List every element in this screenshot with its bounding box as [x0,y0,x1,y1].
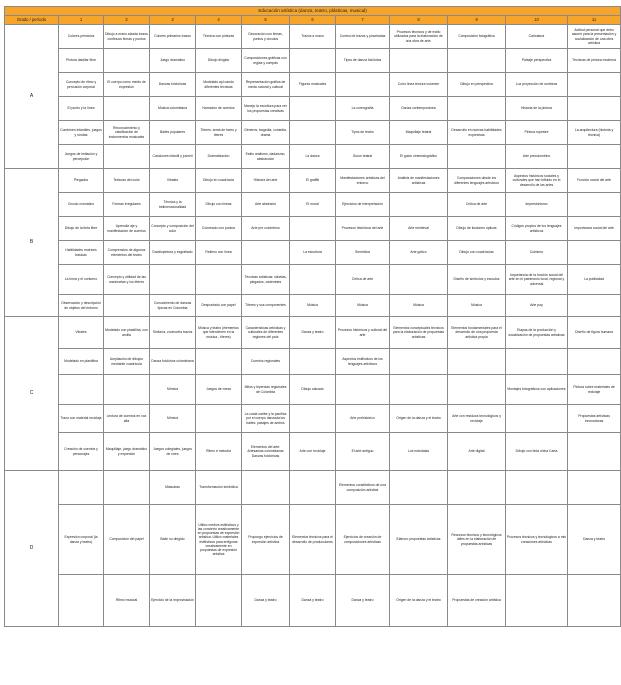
table-cell: Ejercicios de interpretación [336,193,390,217]
table-cell: Modelado con plastilina, con arcilla [104,317,150,349]
table-cell: El graffiti [290,169,336,193]
table-cell [568,433,621,471]
table-cell: Procesos históricos del arte [336,217,390,241]
table-cell: Mímica [150,405,196,433]
table-cell: Manifestaciones artísticas del entorno [336,169,390,193]
table-cell: Danza y teatro [242,575,290,627]
table-cell: Manejo la escultura para ver los propuestas creativas [242,97,290,121]
table-cell: Técnicas artísticas: siluetas, plegados, cadenetas [242,265,290,295]
table-cell: Habilidades motrices básicas [59,241,104,265]
table-row [5,375,621,405]
table-cell: Coloreado con puntos [196,217,242,241]
table-cell: Conocimiento de danzas típicas en Colombia [150,295,196,317]
table-cell [568,73,621,97]
table-cell: Dibujo dirigido [196,49,242,73]
table-cell: La arquitectura (historia y técnica) [568,121,621,145]
table-cell: Etapas de la producción y socialización de propuestas artísticas [506,317,568,349]
table-cell: El guión cinematográfico [390,145,448,169]
header-grade-5: 5 [242,16,290,25]
table-cell: Procesos técnicos y tecnológicos a mis creaciones artísticas [506,505,568,575]
table-cell: Formas irregulares [104,193,150,217]
table-row [5,265,621,295]
table-cell: Plegados [59,169,104,193]
table-cell [568,97,621,121]
table-cell: Propuestas de creación artística [448,575,506,627]
table-cell: Impresionismo [506,193,568,217]
table-cell [336,73,390,97]
table-cell: Semiótica [336,241,390,265]
table-cell: Lectura de cuentos en voz alta [104,405,150,433]
table-cell: Ritmo e melodía [196,433,242,471]
table-cell: Técnicas de pintura moderna [568,49,621,73]
table-cell: Dibujo con líneas [196,193,242,217]
table-cell: Modelado apl cando diferentes técnicas [196,73,242,97]
table-cell [196,265,242,295]
table-cell: Arte gótico [390,241,448,265]
table-cell [290,405,336,433]
table-cell: Paisaje perspectiva [506,49,568,73]
table-cell: Dibujo con cuadrículas [448,241,506,265]
table-cell: Aprendiz aje y manifestación de cuentos [104,217,150,241]
table-cell [196,349,242,375]
table-cell: Procesos históricos y cultural del arte [336,317,390,349]
header-grade-period: Grado / período [5,16,59,25]
table-cell [290,349,336,375]
table-cell: Sinfonía, zoomorfía trazos [150,317,196,349]
table-row [5,145,621,169]
table-cell [506,405,568,433]
table-cell: El punto y la línea [59,97,104,121]
period-label: D [5,471,59,627]
table-row [5,169,621,193]
table-row [5,471,621,505]
table-cell: Arte con reciclaje [290,433,336,471]
table-cell: Maquillaje teatral [390,121,448,145]
table-cell [242,471,290,505]
table-cell: Propuestas artísticas innovadoras [568,405,621,433]
table-cell: Narración de cuentos [196,97,242,121]
table-cell [290,49,336,73]
table-cell: Dibujo con tinta china Carta [506,433,568,471]
table-row [5,241,621,265]
table-cell: Utilizo medios estilísticos y las convierto creativamente en propuestas de expresión artística. Utilizo materiales estilísticos para enfiguras creativamente en propuestas de expresión artística [196,505,242,575]
table-cell: Transformación simbólica [196,471,242,505]
table-cell: Pintura rupestre [506,121,568,145]
table-cell [196,405,242,433]
table-row [5,49,621,73]
table-cell: Diseño de símbolos y escudos [448,265,506,295]
table-cell: Decoración con lineas, puntos y circulos [242,25,290,49]
table-cell: Circulo cromático [59,193,104,217]
table-cell: Máscaras [150,471,196,505]
table-cell: Maquillaje, juego dramático y expresión [104,433,150,471]
table-cell: Luz proyección de sombras [506,73,568,97]
table-cell [336,375,390,405]
table-cell: Arte prehistórico [336,405,390,433]
period-label: C [5,317,59,471]
header-grade-6: 6 [290,16,336,25]
table-cell: Dibujo en perspectiva [448,73,506,97]
table-cell: Origen de la danza y el teatro [390,575,448,627]
table-cell: El mural [290,193,336,217]
header-grade-3: 3 [150,16,196,25]
table-cell [448,49,506,73]
table-cell [242,241,290,265]
period-label: B [5,169,59,317]
table-cell [59,575,104,627]
table-cell: Propongo ejercicios de expresión artística [242,505,290,575]
table-cell [290,471,336,505]
table-cell: Montajes fotográficos con aplicaciones [506,375,568,405]
table-cell: Música [448,295,506,317]
table-row [5,121,621,145]
table-cell: Procesos técnicos y de estilo utilizados para la elaboración de una obra de arte. [390,25,448,49]
table-cell: Aspectos históricos sociales y culturales que han influido en el desarrollo de las artes [506,169,568,193]
table-cell [506,349,568,375]
header-grade-7: 7 [336,16,390,25]
table-cell: Origen de la danza y el teatro [390,405,448,433]
table-cell: Importancia social del arte [568,217,621,241]
table-title: Educación artística (danza, teatro, plásticas, musical) [5,7,621,16]
header-grade-1: 1 [59,16,104,25]
table-cell: Reconocimiento y clasificación de instrumentos musicales [104,121,150,145]
table-cell [104,97,150,121]
table-cell [568,471,621,505]
table-cell: Juegos colegiales, juegos de roles [150,433,196,471]
table-cell: Representación gráfica de medio natural y cultural [242,73,290,97]
table-cell: Análisis de manifestaciones artísticas [390,169,448,193]
table-cell: Mímica [150,375,196,405]
table-cell: Dactilopintura y esgrafiado [150,241,196,265]
table-row [5,193,621,217]
table-cell: La publicidad [568,265,621,295]
table-cell: Relleno con línea [196,241,242,265]
table-cell: Pintura sobre materiales de reciclaje [568,375,621,405]
table-cell: Comparaciones desde los diferentes lenguajes artísticos [448,169,506,193]
table-cell: Estilo realismo, dadaísmo, abstracción [242,145,290,169]
header-grade-8: 8 [390,16,448,25]
table-row [5,317,621,349]
table-cell: Arte abstracto [242,193,290,217]
table-cell: Color línea textura volumen [390,73,448,97]
table-cell: Aspectos estilísticos de los lenguajes artísticos [336,349,390,375]
curriculum-sheet [4,6,617,627]
table-cell: Control de trazos y pinceladas [336,25,390,49]
table-cell: Recursos técnicos y tecnológicos útiles en la elaboración de propuestas artísticas [448,505,506,575]
table-cell: Danza y teatro [290,575,336,627]
table-cell [448,97,506,121]
table-cell [390,471,448,505]
table-cell [196,575,242,627]
table-cell: Mitos y leyendas regionales de Colombia [242,375,290,405]
table-cell: Combinen infantiles, juegos y rondas [59,121,104,145]
table-cell [290,265,336,295]
table-cell [290,217,336,241]
table-cell: La escultura [290,241,336,265]
table-cell: Danza y teatro [290,317,336,349]
table-cell: Historia del arte [242,169,290,193]
table-cell: Cubismo [506,241,568,265]
header-grade-9: 9 [448,16,506,25]
table-cell: Concepto y utilidad de las marionetas y los títeres [104,265,150,295]
table-cell [390,49,448,73]
table-row [5,575,621,627]
table-cell: Arte con residuos tecnológicos y reciclaje [448,405,506,433]
table-row [5,25,621,49]
table-row [5,73,621,97]
table-cell: Baile no dirigido [150,505,196,575]
table-cell: Concepto y composición del color [150,217,196,241]
header-grade-2: 2 [104,16,150,25]
table-cell: La costa caribe y la pacífica por el cuerpo danzada los bailes: pasajes de ambos [242,405,290,433]
table-cell: Títeres: arma de barro y títeres [196,121,242,145]
table-cell: Ritmo musical [104,575,150,627]
table-cell: Modelado en plastilina [59,349,104,375]
table-cell: Arte digital [448,433,506,471]
table-cell [568,193,621,217]
header-grade-4: 4 [196,16,242,25]
table-cell: Música [336,295,390,317]
table-cell [390,349,448,375]
table-cell: Elementos técnicos para el desarrollo de producciones [290,505,336,575]
table-cell [390,375,448,405]
table-cell: Los mándalas [390,433,448,471]
table-cell: Elementos constitutivos de una composición artística [336,471,390,505]
table-cell: Colores primarios trazos [150,25,196,49]
table-cell: Composición fotográfica [448,25,506,49]
table-cell: Géneros: tragedia, comedia, drama [242,121,290,145]
table-cell [104,375,150,405]
table-cell: Características artísticas y culturales de diferentes regiones del país [242,317,290,349]
table-cell [150,265,196,295]
table-cell [104,471,150,505]
table-cell: El cuerpo como medio de expresión [104,73,150,97]
table-cell: Desarrollo en nuevas habilidades expresivas [448,121,506,145]
table-cell [104,145,150,169]
table-cell: Concepto de ritmo y percusión corporal [59,73,104,97]
table-cell: Tipos de danza folclórica [336,49,390,73]
table-cell: Observación y descripción de objetos del entorno [59,295,104,317]
table-cell [59,471,104,505]
table-cell: La línea y el contorno [59,265,104,295]
table-cell: Despuntado con papel [196,295,242,317]
table-cell: Caricatura [506,25,568,49]
table-cell: Composición del papel [104,505,150,575]
table-cell: Dibujo de ilusiones ópticas [448,217,506,241]
table-cell [59,375,104,405]
table-cell [104,295,150,317]
table-cell: Arte medieval [390,217,448,241]
table-cell [448,375,506,405]
table-cell: Crítica de arte [336,265,390,295]
table-cell: Música y teatro (elementos que intervienen en la música - títeres) [196,317,242,349]
table-cell: Creación de cuentos y personajes [59,433,104,471]
table-cell: Juegos de mesa [196,375,242,405]
table-cell: Música [290,295,336,317]
table-cell: Arte pre colombino [242,217,290,241]
table-row [5,505,621,575]
table-cell: Ampliación de dibujos mediante cuadrícula [104,349,150,375]
table-cell: Dibujo calcado [290,375,336,405]
table-body [5,25,621,627]
table-cell [568,295,621,317]
table-cell [290,121,336,145]
table-cell: Elaboro propuestas artísticas [390,505,448,575]
table-cell: Danzas folclóricas [150,73,196,97]
table-cell: Comprensión de algunos elementos del teatro [104,241,150,265]
table-cell: Canciones infantil y juvenil [150,145,196,169]
table-cell: Juegos de imitación y percepción [59,145,104,169]
table-cell [448,471,506,505]
table-cell [568,241,621,265]
table-cell: Tipos de teatro [336,121,390,145]
table-cell: Texturas del color [104,169,150,193]
table-cell [448,349,506,375]
table-cell [390,193,448,217]
table-cell: Crítica de arte [448,193,506,217]
table-cell: Pintura dactilar libre [59,49,104,73]
table-cell: Ejercicio de la improvisación [150,575,196,627]
table-row [5,295,621,317]
table-cell: Técnica con pinturas [196,25,242,49]
table-cell: Técnica y la tridimensionalidad [150,193,196,217]
table-cell [390,265,448,295]
table-cell: Ejercicios de creación de composiciones artísticas [336,505,390,575]
table-cell: Composiciones gráficas con reglas y compás [242,49,290,73]
table-cell: Función social del arte [568,169,621,193]
table-cell: Títeres y sus componentes [242,295,290,317]
table-row [5,349,621,375]
table-cell: Trazos a mano [290,25,336,49]
table-cell [506,575,568,627]
table-cell: Diseño de figura humana [568,317,621,349]
table-cell: Danza folclórica colombiana [150,349,196,375]
table-cell: Códigos propios de los lenguajes artísticos [506,217,568,241]
table-cell: Arte precolombino [506,145,568,169]
table-cell: Arte pop [506,295,568,317]
curriculum-table [4,6,621,627]
table-cell: Vitrales [150,169,196,193]
table-cell [568,349,621,375]
table-cell: Colores primarios [59,25,104,49]
table-cell: Dramatización [196,145,242,169]
table-cell [290,97,336,121]
table-cell: Música [390,295,448,317]
table-cell: Elementos del arte: Artesanías colombianas Danzas folclóricas [242,433,290,471]
table-row [5,217,621,241]
table-cell: Elementos conceptuales técnicos para la elaboración de propuestas artísticas [390,317,448,349]
table-cell: Expresión corporal (la danza y teatro) [59,505,104,575]
table-cell: Elementos fundamentales para el desarrollo de una propuesta artística propia [448,317,506,349]
table-cell: La danza [290,145,336,169]
table-cell: Danza y teatro [568,505,621,575]
table-cell [104,49,150,73]
period-label: A [5,25,59,169]
table-cell: Cuentos regionales [242,349,290,375]
table-cell: Trazo con material reciclaje [59,405,104,433]
table-row [5,405,621,433]
table-cell: Danza contemporánea [390,97,448,121]
header-grade-10: 10 [506,16,568,25]
table-cell: Importancia de la función social del arte en el patrimonio local, regional y universal [506,265,568,295]
table-cell: Bailes populares [150,121,196,145]
table-cell: Dibujo de la tinta libre [59,217,104,241]
header-row [5,16,621,25]
table-cell: Historia de la pintura [506,97,568,121]
table-cell [568,145,621,169]
header-grade-11: 11 [568,16,621,25]
table-cell: Danza y teatro [336,575,390,627]
table-cell [568,575,621,627]
table-cell: Actitud personal que debo asumir para la presentación y socialización de una obra artística [568,25,621,49]
table-cell: Guion teatral [336,145,390,169]
table-cell: La coreografía [336,97,390,121]
table-cell: Música colombiana [150,97,196,121]
table-cell [448,145,506,169]
table-row [5,97,621,121]
table-cell: Dibujo a mano alzada trazos continuos lineas y puntos [104,25,150,49]
table-cell: Juego dramático [150,49,196,73]
table-cell: El arte antiguo [336,433,390,471]
table-cell: Dibujo en cuadrícula [196,169,242,193]
table-cell: Vitrales [59,317,104,349]
table-cell [506,471,568,505]
table-cell: Figuras musicales [290,73,336,97]
table-row [5,433,621,471]
